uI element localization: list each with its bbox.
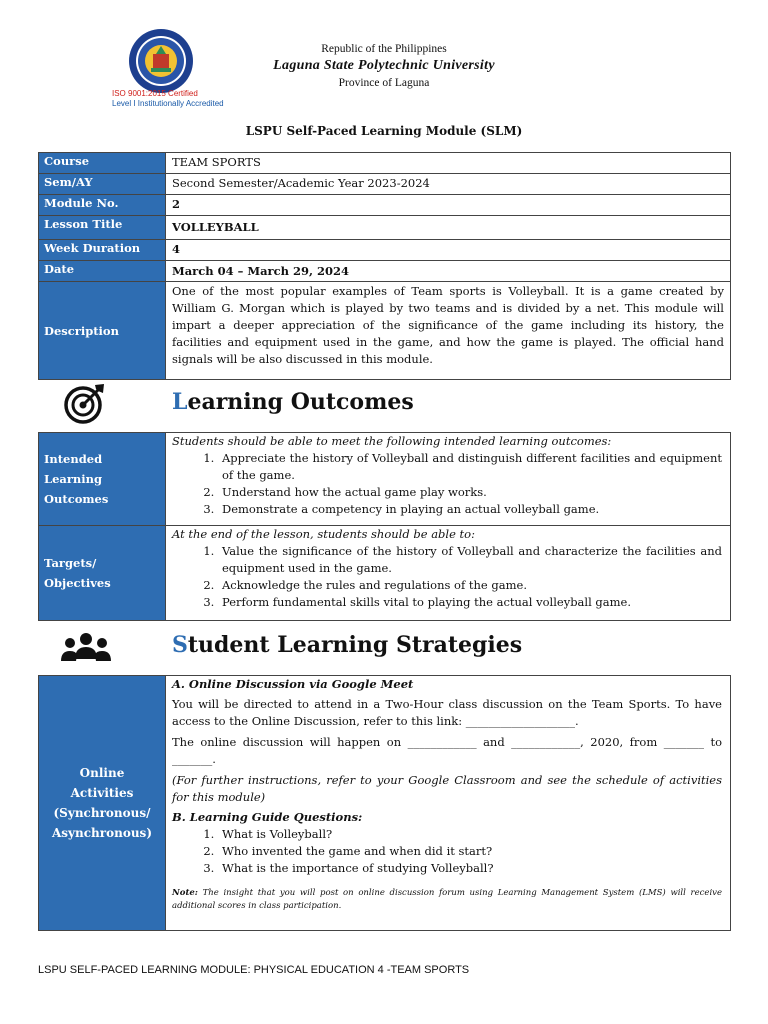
list-item: 2. Acknowledge the rules and regulations of the game.: [218, 577, 722, 594]
targets-intro: At the end of the lesson, students should be able to:: [172, 527, 475, 541]
online-activities-label: [39, 676, 166, 931]
module-title: LSPU Self-Paced Learning Module (SLM): [245, 124, 523, 138]
online-label-line: Asynchronous): [51, 826, 152, 840]
online-activities-cell: [166, 676, 731, 931]
list-item: 3. Perform fundamental skills vital to playing the actual volleyball game.: [218, 594, 722, 611]
strategies-title-rest: tudent Learning Strategies: [187, 632, 523, 658]
list-item: 3. What is the importance of studying Volleyball?: [218, 860, 722, 877]
note-label: Note:: [172, 888, 198, 898]
target-icon: [62, 383, 108, 425]
section-a-paragraph: You will be directed to attend in a Two-Hour class discussion on the Team Sports. To have access to the Online Discussion, refer to this link: ___________________.: [172, 697, 722, 728]
intended-outcomes-intro: Students should be able to meet the following intended learning outcomes:: [172, 434, 612, 448]
date-value: March 04 – March 29, 2024: [166, 261, 731, 282]
lesson-label: Lesson Title: [39, 216, 166, 240]
page-footer: LSPU SELF-PACED LEARNING MODULE: PHYSICAL EDUCATION 4 -TEAM SPORTS: [38, 964, 470, 976]
description-label: Description: [39, 282, 166, 380]
online-label-line: Activities: [70, 786, 134, 800]
section-a-instructions: (For further instructions, refer to your Google Classroom and see the schedule of activities for this module): [172, 773, 722, 804]
list-item: 1. Appreciate the history of Volleyball and distinguish different facilities and equipment of the game.: [218, 450, 722, 484]
republic-text: Republic of the Philippines: [321, 43, 447, 55]
list-item: 1. Value the significance of the history of Volleyball and characterize the facilities and equipment used in the game.: [218, 543, 722, 577]
intended-outcomes-list: [172, 450, 722, 518]
strategies-initial: S: [172, 632, 188, 658]
online-activities-row: [39, 676, 731, 931]
description-row: [39, 282, 731, 380]
week-row: [39, 240, 731, 261]
online-label-line: Online: [79, 766, 125, 780]
group-icon: [60, 632, 112, 664]
lesson-value: VOLLEYBALL: [166, 216, 731, 240]
date-label: Date: [39, 261, 166, 282]
strategies-table: [38, 675, 731, 931]
learning-outcomes-title-rest: earning Outcomes: [187, 389, 414, 415]
description-value: One of the most popular examples of Team sports is Volleyball. It is a game created by William G. Morgan which is played by two teams and is divided by a net. This module will impart a deeper appreciation of the significance of the game including its history, the facilities and equipment used in the game, and how the game is played. The official hand signals will be also discussed in this module.: [166, 282, 731, 380]
course-value: TEAM SPORTS: [166, 153, 731, 174]
list-item: 2. Who invented the game and when did it start?: [218, 843, 722, 860]
list-item: 1. What is Volleyball?: [218, 826, 722, 843]
section-b-heading: B. Learning Guide Questions:: [172, 810, 363, 824]
course-label: Course: [39, 153, 166, 174]
iso-certified-text: ISO 9001:2015 Certified: [112, 89, 198, 98]
intended-outcomes-row: [39, 433, 731, 526]
list-item: 3. Demonstrate a competency in playing an actual volleyball game.: [218, 501, 722, 518]
strategies-heading: [172, 632, 522, 658]
note-text: The insight that you will post on online discussion forum using Learning Management System (LMS) will receive additional scores in class participation.: [172, 888, 722, 911]
learning-outcomes-initial: L: [172, 389, 188, 415]
online-label-line: (Synchronous/: [53, 806, 151, 820]
section-a-heading: A. Online Discussion via Google Meet: [172, 677, 414, 691]
learning-outcomes-heading: [172, 389, 414, 415]
document-header: [0, 0, 768, 120]
targets-list: [172, 543, 722, 611]
targets-row: [39, 526, 731, 621]
province-text: Province of Laguna: [338, 77, 430, 89]
module-value: 2: [166, 195, 731, 216]
guide-questions-list: [172, 826, 722, 877]
intended-outcomes-label: Intended Learning Outcomes: [39, 433, 166, 526]
list-item: 2. Understand how the actual game play works.: [218, 484, 722, 501]
week-label: Week Duration: [39, 240, 166, 261]
semay-row: [39, 174, 731, 195]
date-row: [39, 261, 731, 282]
university-name: Laguna State Polytechnic University: [273, 58, 495, 73]
targets-cell: [166, 526, 731, 621]
targets-label: Targets/ Objectives: [39, 526, 166, 621]
learning-outcomes-table: [38, 432, 731, 621]
semay-value: Second Semester/Academic Year 2023-2024: [166, 174, 731, 195]
accreditation-text: Level I Institutionally Accredited: [112, 99, 224, 108]
week-value: 4: [166, 240, 731, 261]
semay-label: Sem/AY: [39, 174, 166, 195]
course-info-table: [38, 152, 731, 380]
lesson-row: [39, 216, 731, 240]
module-row: [39, 195, 731, 216]
intended-outcomes-cell: [166, 433, 731, 526]
section-a-paragraph: The online discussion will happen on ____________ and ____________, 2020, from _______ to _______.: [172, 735, 722, 766]
module-label: Module No.: [39, 195, 166, 216]
course-row: [39, 153, 731, 174]
note-paragraph: [172, 887, 722, 913]
